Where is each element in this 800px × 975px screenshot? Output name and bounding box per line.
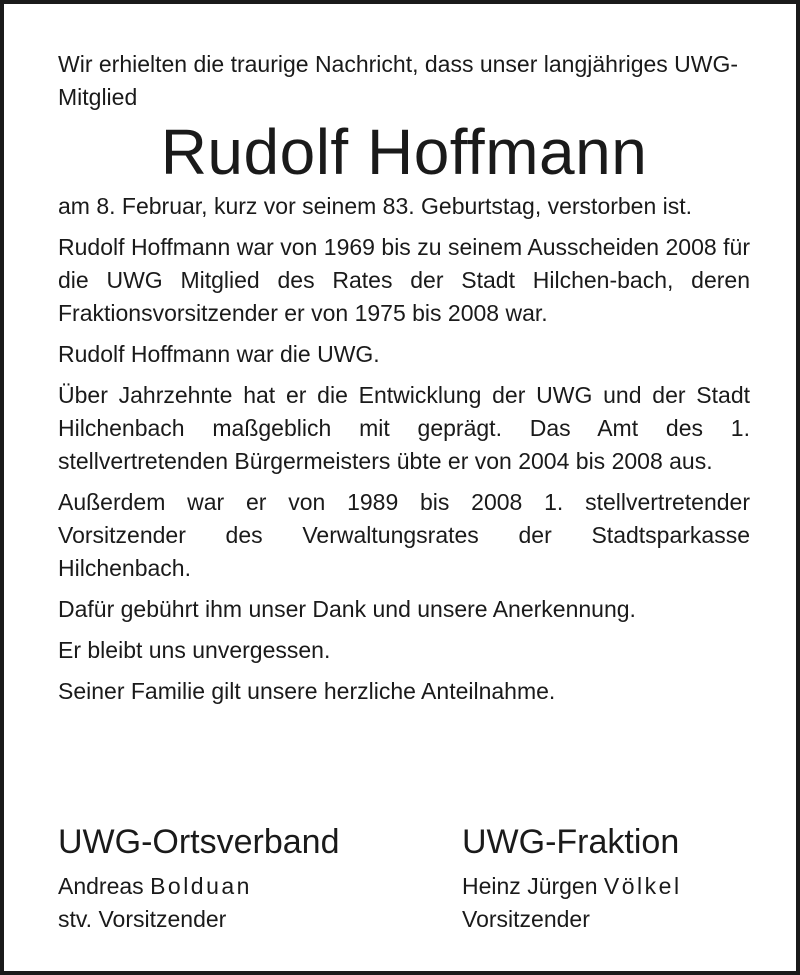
paragraph-uwg: Rudolf Hoffmann war die UWG. — [58, 341, 380, 367]
signature-last-name: Bolduan — [150, 873, 252, 899]
paragraph-council — [58, 231, 750, 330]
signature-ortsverband — [58, 822, 340, 936]
death-notice-text: am 8. Februar, kurz vor seinem 83. Geburtstag, verstorben ist. — [58, 193, 693, 219]
signature-org: UWG-Ortsverband — [58, 823, 340, 861]
paragraph-memory: Er bleibt uns unvergessen. — [58, 637, 331, 663]
signature-first-name: Andreas — [58, 873, 144, 899]
paragraph-development: Über Jahrzehnte hat er die Entwicklung der UWG und der Stadt Hilchenbach maßgeblich mit geprägt. Das Amt des 1. stellvertretenden Bürgermeisters übte er von 2004 bis 2008 aus. — [58, 382, 750, 474]
signature-last-name: Völkel — [603, 873, 682, 899]
paragraph-condolence: Seiner Familie gilt unsere herzliche Anteilnahme. — [58, 678, 556, 704]
obituary-body — [58, 48, 750, 708]
signature-person — [462, 870, 682, 903]
deceased-name: Rudolf Hoffmann — [160, 116, 648, 188]
signature-fraktion — [462, 822, 682, 936]
signature-role: stv. Vorsitzender — [58, 906, 227, 932]
signature-org: UWG-Fraktion — [462, 823, 680, 861]
paragraph-council-text: Rudolf Hoffmann war von 1969 bis zu seinem Ausscheiden 2008 für die UWG Mitglied des Rates der Stadt Hilchen-bach, deren Fraktionsvorsitzender er von 1975 bis 2008 war. — [58, 234, 750, 326]
paragraph-sparkasse: Außerdem war er von 1989 bis 2008 1. stellvertretender Vorsitzender des Verwaltungsrates der Stadtsparkasse Hilchenbach. — [58, 489, 750, 581]
signature-person — [58, 870, 340, 903]
paragraph-thanks: Dafür gebührt ihm unser Dank und unsere Anerkennung. — [58, 596, 636, 622]
signature-role: Vorsitzender — [462, 906, 590, 932]
intro-text: Wir erhielten die traurige Nachricht, dass unser langjähriges UWG-Mitglied — [58, 51, 739, 110]
signature-first-name: Heinz Jürgen — [462, 873, 598, 899]
